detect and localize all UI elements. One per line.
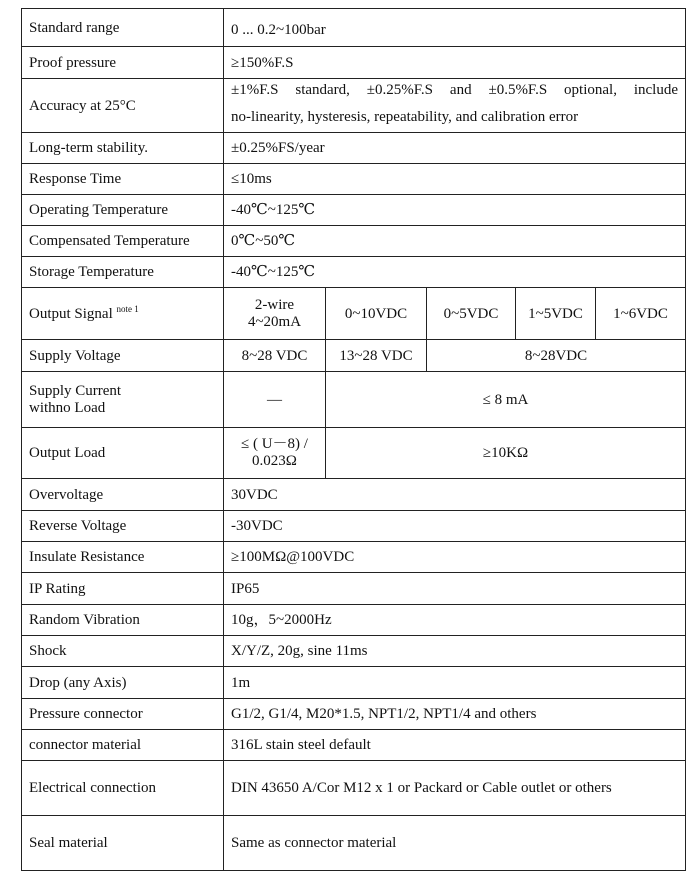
supply-current-value-1: — bbox=[224, 372, 326, 428]
long-term-value: ±0.25%FS/year bbox=[224, 133, 686, 164]
connector-material-value: 316L stain steel default bbox=[224, 730, 686, 761]
row-output-signal bbox=[22, 288, 686, 340]
reverse-voltage-value: -30VDC bbox=[224, 511, 686, 542]
row-random-vibration bbox=[22, 605, 686, 636]
pressure-connector-label: Pressure connector bbox=[22, 699, 224, 730]
row-reverse-voltage bbox=[22, 511, 686, 542]
standard-range-label: Standard range bbox=[22, 9, 224, 47]
drop-value: 1m bbox=[224, 667, 686, 699]
ip-rating-value: IP65 bbox=[224, 573, 686, 605]
row-accuracy bbox=[22, 79, 686, 133]
connector-material-label: connector material bbox=[22, 730, 224, 761]
row-proof-pressure bbox=[22, 47, 686, 79]
row-standard-range bbox=[22, 9, 686, 47]
output-signal-option-1-line-1: 2-wire bbox=[254, 296, 295, 313]
electrical-connection-label: Electrical connection bbox=[22, 761, 224, 816]
row-shock bbox=[22, 636, 686, 667]
output-load-value-2: ≥10KΩ bbox=[326, 428, 686, 479]
supply-voltage-label: Supply Voltage bbox=[22, 340, 224, 372]
supply-voltage-value-3: 8~28VDC bbox=[427, 340, 686, 372]
response-time-label: Response Time bbox=[22, 164, 224, 195]
electrical-connection-value: DIN 43650 A/Cor M12 x 1 or Packard or Cable outlet or others bbox=[224, 761, 686, 816]
row-overvoltage bbox=[22, 479, 686, 511]
output-signal-option-5: 1~6VDC bbox=[596, 288, 686, 340]
accuracy-value bbox=[224, 79, 686, 133]
seal-material-label: Seal material bbox=[22, 816, 224, 871]
output-signal-option-1-line-2: 4~20mA bbox=[247, 313, 302, 330]
row-pressure-connector bbox=[22, 699, 686, 730]
output-signal-note: note 1 bbox=[116, 303, 139, 314]
spec-table-wrapper bbox=[21, 8, 685, 871]
accuracy-label: Accuracy at 25°C bbox=[22, 79, 224, 133]
operating-temp-value: -40℃~125℃ bbox=[224, 195, 686, 226]
accuracy-line-1: ±1%F.S standard, ±0.25%F.S and ±0.5%F.S optional, include bbox=[231, 82, 679, 98]
row-seal-material bbox=[22, 816, 686, 871]
output-load-value-1 bbox=[224, 428, 326, 479]
supply-current-value-2: ≤ 8 mA bbox=[326, 372, 686, 428]
row-long-term-stability bbox=[22, 133, 686, 164]
proof-pressure-label: Proof pressure bbox=[22, 47, 224, 79]
supply-current-label-line-2: withno Load bbox=[29, 399, 106, 416]
row-supply-current bbox=[22, 372, 686, 428]
seal-material-value: Same as connector material bbox=[224, 816, 686, 871]
row-compensated-temp bbox=[22, 226, 686, 257]
row-operating-temp bbox=[22, 195, 686, 226]
row-insulate-resistance bbox=[22, 542, 686, 573]
standard-range-value: 0 ... 0.2~100bar bbox=[224, 9, 686, 47]
output-load-label: Output Load bbox=[22, 428, 224, 479]
random-vibration-label: Random Vibration bbox=[22, 605, 224, 636]
output-signal-option-4: 1~5VDC bbox=[516, 288, 596, 340]
spec-table bbox=[21, 8, 686, 871]
row-connector-material bbox=[22, 730, 686, 761]
shock-label: Shock bbox=[22, 636, 224, 667]
supply-voltage-value-1: 8~28 VDC bbox=[224, 340, 326, 372]
output-signal-option-2: 0~10VDC bbox=[326, 288, 427, 340]
long-term-label: Long-term stability. bbox=[22, 133, 224, 164]
proof-pressure-value: ≥150%F.S bbox=[224, 47, 686, 79]
supply-voltage-value-2: 13~28 VDC bbox=[326, 340, 427, 372]
output-signal-option-3: 0~5VDC bbox=[427, 288, 516, 340]
output-signal-label bbox=[22, 288, 224, 340]
row-supply-voltage bbox=[22, 340, 686, 372]
output-signal-option-1 bbox=[224, 288, 326, 340]
output-load-formula-line-2: 0.023Ω bbox=[252, 453, 297, 469]
overvoltage-value: 30VDC bbox=[224, 479, 686, 511]
response-time-value: ≤10ms bbox=[224, 164, 686, 195]
insulate-resistance-value: ≥100MΩ@100VDC bbox=[224, 542, 686, 573]
row-response-time bbox=[22, 164, 686, 195]
ip-rating-label: IP Rating bbox=[22, 573, 224, 605]
random-vibration-value: 10g，5~2000Hz bbox=[224, 605, 686, 636]
row-output-load bbox=[22, 428, 686, 479]
storage-temp-value: -40℃~125℃ bbox=[224, 257, 686, 288]
drop-label: Drop (any Axis) bbox=[22, 667, 224, 699]
row-electrical-connection bbox=[22, 761, 686, 816]
insulate-resistance-label: Insulate Resistance bbox=[22, 542, 224, 573]
reverse-voltage-label: Reverse Voltage bbox=[22, 511, 224, 542]
compensated-temp-label: Compensated Temperature bbox=[22, 226, 224, 257]
storage-temp-label: Storage Temperature bbox=[22, 257, 224, 288]
pressure-connector-value: G1/2, G1/4, M20*1.5, NPT1/2, NPT1/4 and others bbox=[224, 699, 686, 730]
accuracy-line-2: no-linearity, hysteresis, repeatability, and calibration error bbox=[231, 109, 579, 125]
shock-value: X/Y/Z, 20g, sine 11ms bbox=[224, 636, 686, 667]
output-load-formula-line-1: ≤ ( U－8) / bbox=[241, 436, 308, 452]
supply-current-label-line-1: Supply Current bbox=[29, 382, 122, 399]
output-signal-label-text: Output Signal bbox=[29, 305, 113, 322]
row-drop bbox=[22, 667, 686, 699]
compensated-temp-value: 0℃~50℃ bbox=[224, 226, 686, 257]
overvoltage-label: Overvoltage bbox=[22, 479, 224, 511]
row-ip-rating bbox=[22, 573, 686, 605]
row-storage-temp bbox=[22, 257, 686, 288]
operating-temp-label: Operating Temperature bbox=[22, 195, 224, 226]
supply-current-label bbox=[22, 372, 224, 428]
